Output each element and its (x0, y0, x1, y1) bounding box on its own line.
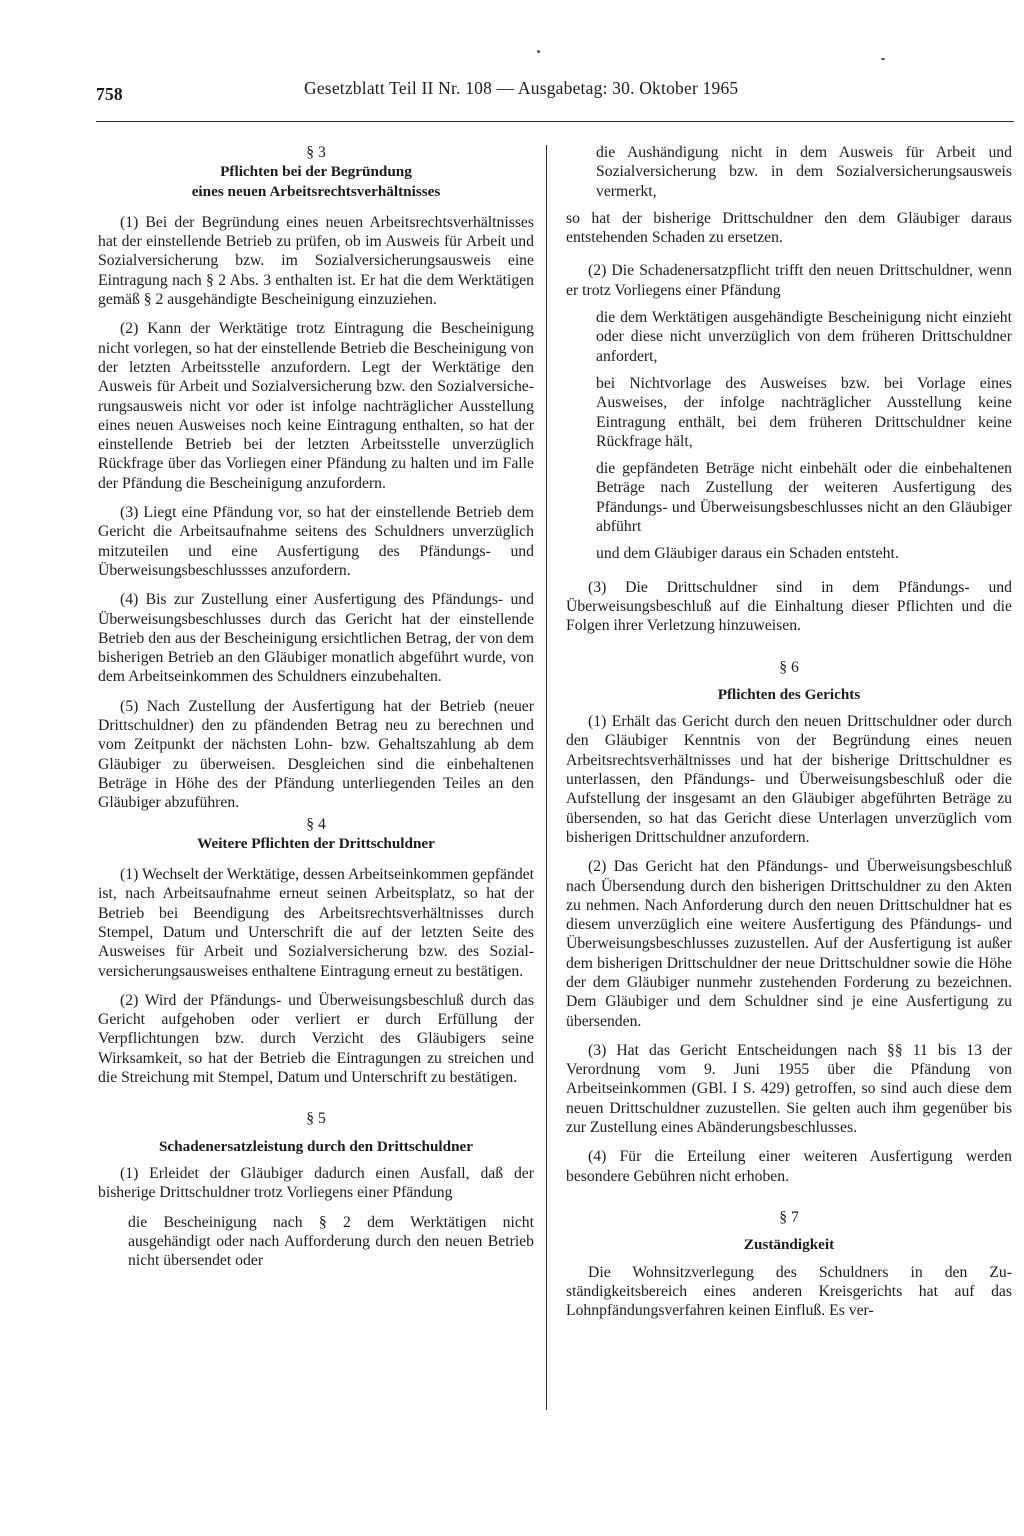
section-7-number: § 7 (779, 1208, 799, 1226)
section-4-paragraph-2: (2) Wird der Pfändungs- und Überweisungsbeschluß durch das Gericht aufgehoben oder verliert er durch Erfüllung der Verpflichtungen bzw. durch Verzicht des Gläubigers seine Wirksamkeit, so hat der Betrieb die Eintragungen zu streichen und die Streichung mit Stempel, Datum und Unterschrift zu bestätigen. (98, 991, 534, 1087)
section-4-title: Weitere Pflichten der Drittschuldner (197, 834, 435, 852)
section-3-paragraph-1: (1) Bei der Begründung eines neuen Arbeitsrechtsverhältnisses hat der einstellende Betrieb zu prüfen, ob im Ausweis für Arbeit und Sozialversicherung bzw. im Sozialversicherungsausweis eine Eintragung nach § 2 Abs. 3 enthalten ist. Er hat die dem Werktätigen gemäß § 2 ausgehändigte Bescheinigung einzuziehen. (98, 213, 534, 309)
page-header (96, 78, 808, 108)
scan-speck (881, 58, 885, 60)
section-5-paragraph-3: (3) Die Drittschuldner sind in dem Pfändungs- und Überweisungsbeschluß auf die Einhaltung dieser Pflichten und die Folgen ihrer Verletzung hinzuweisen. (566, 578, 1012, 635)
section-5-paragraph-2-item-1: die dem Werktätigen ausgehändigte Bescheinigung nicht einzieht oder diese nicht unverzüglich von dem früheren Drittschuldner anfordert, (596, 309, 1012, 365)
section-5-paragraph-1-item-2: die Aushändigung nicht in dem Ausweis für Arbeit und Sozialversicherung bzw. in dem Sozialversicherungsausweis vermerkt, (596, 144, 1012, 200)
running-title: Gesetzblatt Teil II Nr. 108 — Ausgabetag: 30. Oktober 1965 (304, 78, 739, 98)
section-3-paragraph-4: (4) Bis zur Zustellung einer Ausfertigung des Pfändungs- und Überweisungsbeschlusses durch das Gericht hat der einstellende Betrieb den aus der Bescheinigung ersichtlichen Betrag, der von dem bisherigen Betrieb an den Gläubiger monatlich abgeführt wurde, von dem Arbeitseinkommen des Schuldners einzubehalten. (98, 591, 534, 686)
section-6-paragraph-2: (2) Das Gericht hat den Pfändungs- und Überweisungsbeschluß nach Übersendung durch den bisherigen Drittschuldner zu den Akten zu nehmen. Nach Anforderung durch den neuen Drittschuldner hat es diesem unverzüglich eine weitere Ausfertigung des Pfändungs- und Überweisungsbeschlusses zuzustellen. Auf der Ausfertigung ist außer dem bisherigen Drittschuldner der neue Drittschuldner sowie die Höhe der dem Gläubiger nunmehr zustehenden Forderung zu bezeichnen. Dem Gläubiger und dem Schuldner sind je eine Ausfertigung zu übersenden. (566, 858, 1012, 1030)
section-5-title: Schadenersatzleistung durch den Drittschuldner (158, 1137, 474, 1155)
page-number: 758 (96, 84, 123, 104)
section-5-paragraph-2-item-4: und dem Gläubiger daraus ein Schaden entsteht. (596, 545, 899, 563)
section-7-paragraph-1: Die Wohnsitzverlegung des Schuldners in den Zuständigkeitsbereich eines anderen Kreisgerichts hat auf das Lohnpfändungsverfahren keinen Einfluß. Es ver- (566, 1263, 1012, 1320)
section-5-paragraph-1-intro: (1) Erleidet der Gläubiger dadurch einen Ausfall, daß der bisherige Drittschuldner trotz Vorliegens einer Pfändung (98, 1164, 534, 1202)
section-6-title: Pflichten des Gerichts (717, 685, 861, 703)
scan-speck (537, 50, 540, 53)
section-3-paragraph-5: (5) Nach Zustellung der Ausfertigung hat der Betrieb (neuer Drittschuldner) den zu pfändenden Betrag neu zu berechnen und vom Zeitpunkt der nächsten Lohn- bzw. Gehaltszahlung ab dem Gläubiger zu überweisen. Desgleichen sind die einbehaltenen Beträge in Höhe des der Pfändung unterliegenden Teiles an den Gläubiger abzuführen. (98, 697, 534, 812)
section-3-title-line1: Pflichten bei der Begründung (220, 163, 412, 181)
section-6-number: § 6 (779, 658, 799, 676)
column-divider (546, 145, 547, 1410)
section-3-title-line2: eines neuen Arbeitsrechtsverhältnisses (191, 182, 441, 200)
left-column (98, 143, 534, 1278)
section-3-paragraph-3: (3) Liegt eine Pfändung vor, so hat der einstellende Betrieb dem Gericht die Arbeitsaufnahme seitens des Schuldners unverzüglich mitzuteilen und eine Ausfertigung des Pfändungs- und Überweisungsbeschlussses anzufordern. (98, 504, 534, 579)
section-4-paragraph-1: (1) Wechselt der Werktätige, dessen Arbeitseinkommen gepfändet ist, nach Arbeitsaufnahme erneut seinen Arbeitsplatz, so hat der Betrieb bei Beendigung des Arbeitsrechtsverhältnisses durch Stempel, Datum und Unterschrift die auf der letzten Seite des Ausweises für Arbeit und Sozialversicherung bzw. des Sozialversicherungsausweises enthaltene Eintragung erneut zu bestätigen. (98, 866, 534, 980)
right-column (566, 143, 1012, 1330)
section-3-number: § 3 (306, 144, 326, 161)
section-5-paragraph-1-item-1: die Bescheinigung nach § 2 dem Werktätigen nicht ausgehändigt oder nach Aufforderung durch den neuen Betrieb nicht übersendet oder (128, 1213, 534, 1270)
section-5-paragraph-2-intro: (2) Die Schadenersatzpflicht trifft den neuen Drittschuldner, wenn er trotz Vorliegens einer Pfändung (566, 262, 1012, 299)
section-6-paragraph-1: (1) Erhält das Gericht durch den neuen Drittschuldner oder durch den Gläubiger Kenntnis von der Begründung eines neuen Arbeitsrechtsverhältnisses und hat der bisherige Drittschuldner es unterlassen, den Pfändungs- und Überweisungsbeschluß oder die Aufstellung der insgesamt an den Gläubiger abgeführten Beträge zu übersenden, so hat das Gericht diese Unterlagen unverzüglich vom bisherigen Drittschuldner anzufordern. (566, 713, 1012, 846)
section-5-paragraph-2-item-2: bei Nichtvorlage des Ausweises bzw. bei Vorlage eines Ausweises, der infolge nachträglicher Ausstellung keine Eintragung enthält, bei dem früheren Drittschuldner keine Rückfrage hält, (596, 374, 1012, 450)
section-4-number: § 4 (306, 815, 326, 833)
section-6-paragraph-3: (3) Hat das Gericht Entscheidungen nach §§ 11 bis 13 der Verordnung vom 9. Juni 1955 über die Pfändung von Arbeitseinkommen (GBl. I S. 429) getroffen, so sind auch diese dem neuen Drittschuldner zuzustellen. Sie gelten auch ihm gegenüber bis zur Zustellung eines Abänderungsbeschlusses. (566, 1041, 1012, 1137)
section-5-paragraph-1-conclusion: so hat der bisherige Drittschuldner den dem Gläubiger daraus entstehenden Schaden zu ersetzen. (566, 209, 1012, 247)
section-7-title: Zuständigkeit (743, 1236, 835, 1254)
section-6-paragraph-4: (4) Für die Erteilung einer weiteren Ausfertigung werden besondere Gebühren nicht erhoben. (566, 1148, 1012, 1185)
section-5-paragraph-2-item-3: die gepfändeten Beträge nicht einbehält oder die einbehaltenen Beträge nach Zustellung der weiteren Ausfertigung des Pfändungs- und Überweisungsbeschlusses nicht an den Gläubiger abführt (596, 460, 1012, 536)
header-rule (96, 121, 1014, 122)
section-3-paragraph-2: (2) Kann der Werktätige trotz Eintragung die Bescheinigung nicht vorlegen, so hat der einstellende Betrieb die Bescheinigung von der letzten Arbeitsstelle anzufordern. Legt der Werktätige den Ausweis für Arbeit und Sozialversicherung bzw. den Sozialversicherungsausweis nicht vor oder ist infolge nachträglicher Ausstellung eines neuen Ausweises noch keine Eintragung enthalten, so hat der einstellende Betrieb bei der letzten Arbeitsstelle unverzüglich Rückfrage über das Vorliegen einer Pfändung zu halten und im Falle der Pfändung die Bescheinigung anzufordern. (98, 320, 534, 492)
section-5-number: § 5 (306, 1110, 326, 1128)
